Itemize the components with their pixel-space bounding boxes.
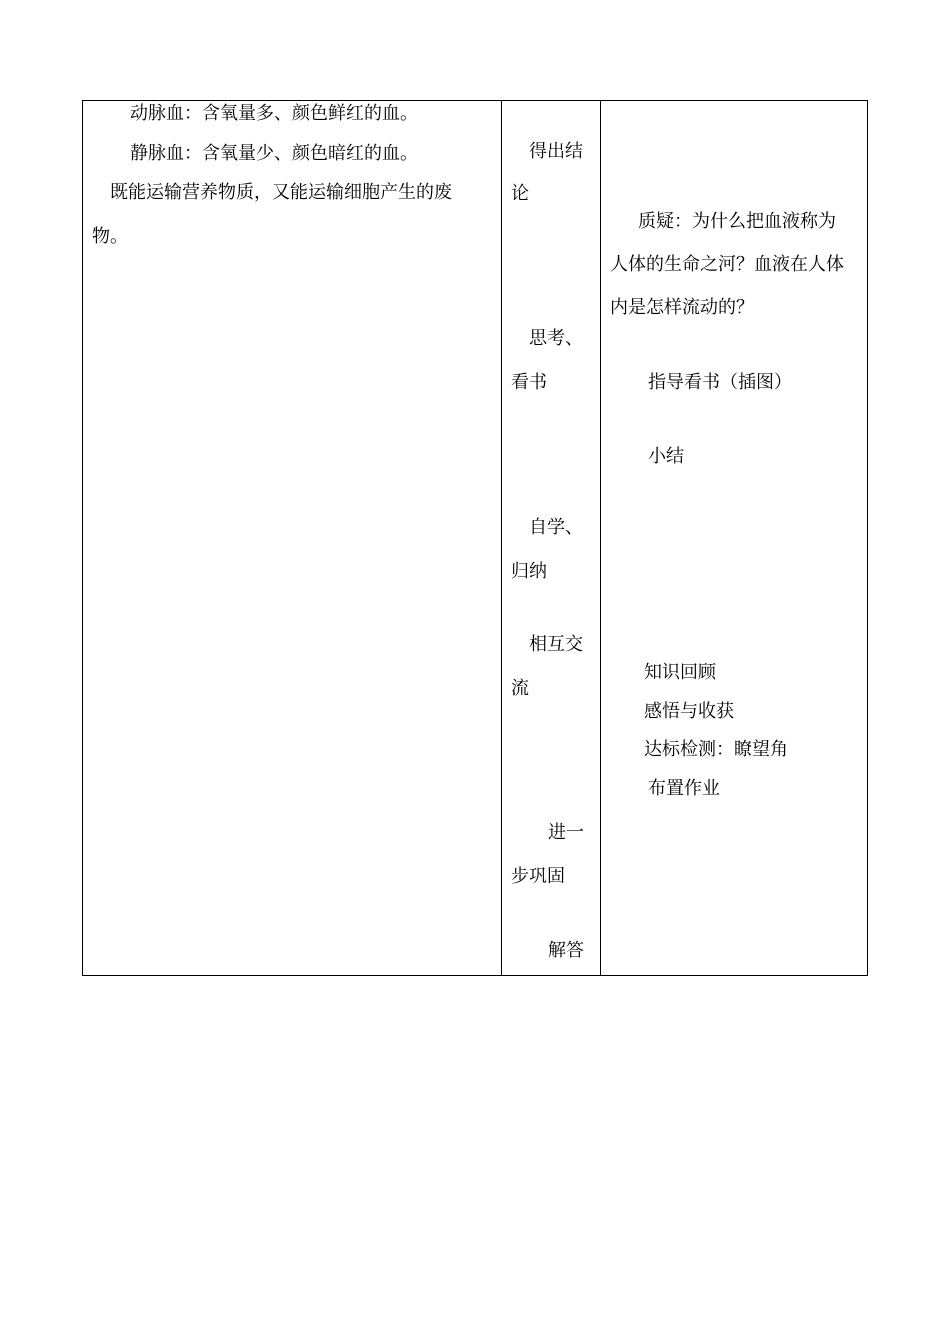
activity-answer: 解答 [548,940,584,961]
activity-self-study-line1: 自学、 [529,517,583,538]
homework: 布置作业 [648,778,720,799]
activity-conclude-line1: 得出结 [529,141,583,162]
activity-think-line2: 看书 [511,372,547,393]
arterial-blood-text: 动脉血：含氧量多、颜色鲜红的血。 [130,103,418,124]
activity-consolidate-line2: 步巩固 [511,866,565,887]
activity-conclude-line2: 论 [511,183,529,204]
transport-text-line1: 既能运输营养物质，又能运输细胞产生的废 [110,182,452,203]
knowledge-review: 知识回顾 [644,662,716,683]
activity-exchange-line1: 相互交 [529,634,583,655]
venous-blood-text: 静脉血：含氧量少、颜色暗红的血。 [130,143,418,164]
activity-think-line1: 思考、 [529,328,583,349]
activity-self-study-line2: 归纳 [511,561,547,582]
activity-consolidate-line1: 进一 [548,822,584,843]
activity-exchange-line2: 流 [511,678,529,699]
question-line2: 人体的生命之河？血液在人体 [610,254,844,275]
reflection: 感悟与收获 [644,701,734,722]
column-divider-1 [501,101,502,975]
question-line1: 质疑：为什么把血液称为 [638,211,836,232]
guide-reading: 指导看书（插图） [648,372,792,393]
summary: 小结 [648,446,684,467]
transport-text-line2: 物。 [92,226,128,247]
column-divider-2 [600,101,601,975]
question-line3: 内是怎样流动的？ [610,297,754,318]
assessment: 达标检测：瞭望角 [644,739,788,760]
